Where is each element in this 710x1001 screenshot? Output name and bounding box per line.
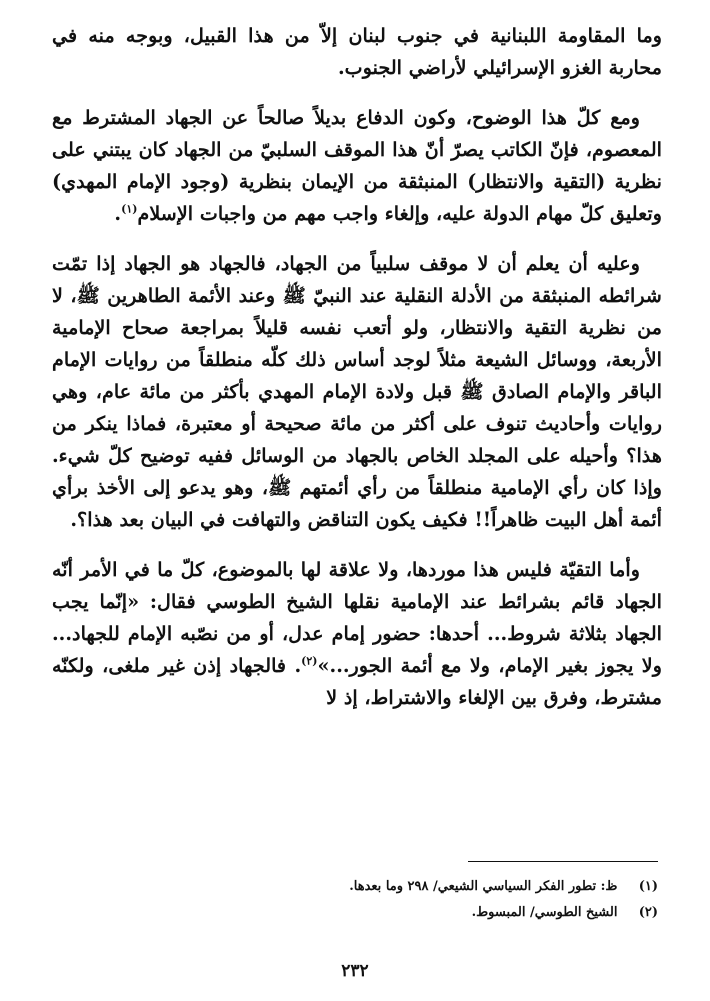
p3-line-8: بالجهاد من الوسائل ففيه توضيح كلّ شيء. وإذا كان رأي الإمامية منطلقاً	[52, 444, 663, 499]
p3-line-3: الطاهرين ﷺ، لا من نظرية التقية والانتظار، ولو أتعب نفسه قليلاً بمراجعة	[52, 284, 662, 339]
footnote-ref-1[interactable]: (١)	[121, 202, 138, 216]
paragraph-gap	[52, 536, 662, 554]
page-body	[52, 20, 662, 714]
footnote-divider	[468, 861, 658, 862]
p2-line-1: ومع كلّ هذا الوضوح، وكون الدفاع بديلاً صالحاً عن الجهاد	[165, 106, 640, 129]
p1-line-1: وما المقاومة اللبنانية في جنوب لبنان إلاّ من هذا القبيل، وبوجه منه	[88, 24, 662, 47]
p2-line-4: (وجود الإمام المهدي) وتعليق كلّ مهام الدولة عليه، وإلغاء واجب مهم من	[52, 170, 662, 225]
paragraph-1	[52, 20, 662, 84]
footnote-text: الشيخ الطوسي/ المبسوط.	[471, 905, 618, 920]
p3-line-6: بأكثر من مائة عام، وهي روايات وأحاديث تنوف على أكثر من مائة	[52, 380, 662, 435]
footnote-1	[48, 874, 658, 900]
p3-line-2: تمّت شرائطه المنبثقة من الأدلة النقلية عند النبيّ ﷺ وعند الأئمة	[52, 252, 662, 307]
p2-tail: .	[114, 202, 122, 225]
p2-line-5: واجبات الإسلام	[137, 202, 256, 225]
p3-line-10: فكيف يكون التناقض والتهافت في البيان بعد هذا؟.	[70, 508, 468, 531]
p3-line-5: من روايات الإمام الباقر والإمام الصادق ﷺ قبل ولادة الإمام المهدي	[52, 348, 662, 403]
p2-line-2: المشترط مع المعصوم، فإنّ الكاتب يصرّ أنّ هذا الموقف السلبيّ من	[52, 106, 662, 161]
p1-line-2: في محاربة الغزو الإسرائيلي لأراضي الجنوب.	[52, 24, 662, 79]
paragraph-gap	[52, 230, 662, 248]
p4-line-3: يجب الجهاد بثلاثة شروط... أحدها: حضور إمام عدل، أو من نصّبه	[52, 590, 662, 645]
p4-tail: .	[294, 654, 302, 677]
p2-line-3: الجهاد كان يبتني على نظرية (التقية والانتظار) المنبثقة من الإيمان بنظرية	[52, 138, 662, 193]
footnote-number: (٢)	[638, 905, 658, 920]
paragraph-gap	[52, 84, 662, 102]
p4-line-1: وأما التقيّة فليس هذا موردها، ولا علاقة لها بالموضوع، كلّ ما في	[124, 558, 640, 581]
paragraph-2	[52, 102, 662, 230]
footnote-2	[48, 900, 658, 926]
p4-line-2: الأمر أنّه الجهاد قائم بشرائط عند الإمامية نقلها الشيخ الطوسي فقال: «إنّما	[52, 558, 662, 613]
p4-line-5: فالجهاد إذن غير ملغى، ولكنّه مشترط، وفرق بين الإلغاء والاشتراط، إذ لا	[52, 654, 662, 709]
p3-line-7: صحيحة أو معتبرة، فماذا ينكر من هذا؟ وأحيله على المجلد الخاص	[52, 412, 662, 467]
footnote-number: (١)	[638, 879, 658, 894]
page-number: ٢٣٢	[341, 961, 369, 981]
paragraph-4	[52, 554, 662, 714]
p4-line-4: الإمام للجهاد... ولا يجوز بغير الإمام، ولا مع أئمة الجور...»	[52, 622, 663, 677]
p3-line-1: وعليه أن يعلم أن لا موقف سلبياً من الجهاد، فالجهاد هو الجهاد إذا	[96, 252, 640, 275]
footnote-ref-2[interactable]: (٢)	[301, 654, 318, 668]
p3-line-9: من رأي أئمتهم ﷺ، وهو يدعو إلى الأخذ برأي أئمة أهل البيت ظاهراً!!	[52, 476, 662, 531]
p3-line-4: صحاح الإمامية الأربعة، ووسائل الشيعة مثلاً لوجد أساس ذلك كلّه منطلقاً	[52, 316, 662, 371]
paragraph-3	[52, 248, 662, 536]
footnote-text: ظ: تطور الفكر السياسي الشيعي/ ٢٩٨ وما بعدها.	[349, 879, 618, 894]
footnotes	[48, 874, 658, 926]
